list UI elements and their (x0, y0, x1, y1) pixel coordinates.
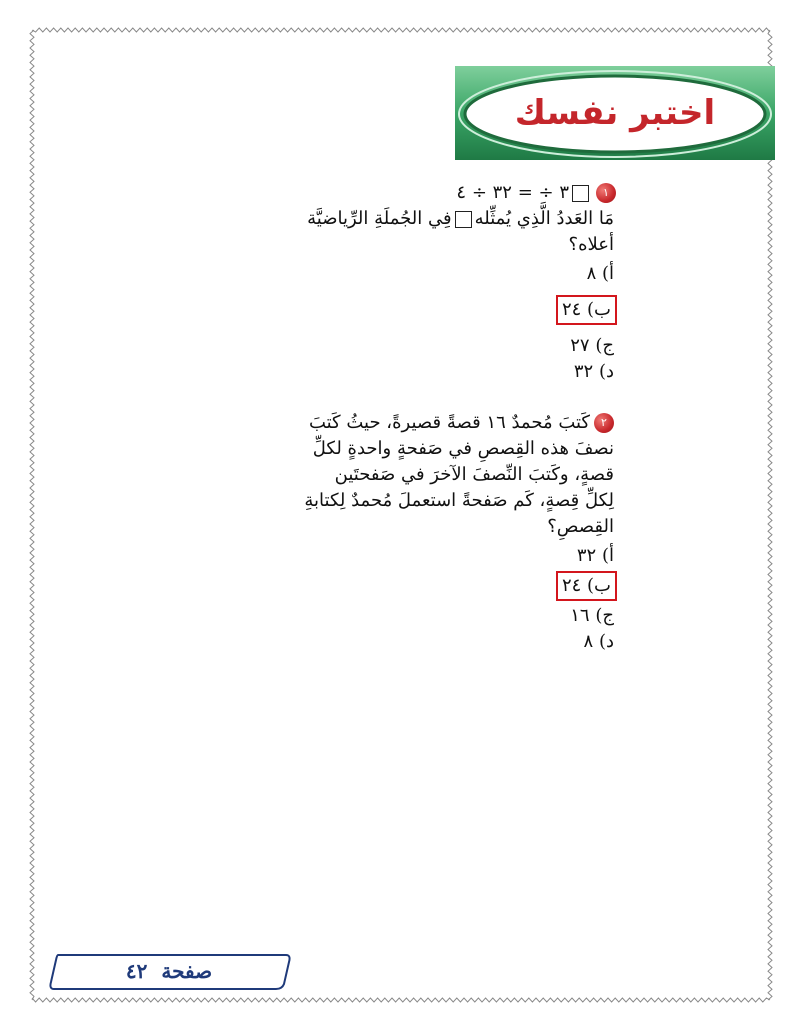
q2-line4: لِكلِّ قِصةٍ، كَم صَفحةً استعملَ مُحمدٌ لِكتابةِ (304, 490, 614, 511)
q2-number-badge: ٢ (594, 413, 614, 433)
option-label: ج) (595, 335, 614, 356)
frame-edge (32, 28, 770, 32)
q1-equation-line (216, 180, 616, 206)
frame-edge (30, 30, 34, 1000)
q2-option-d[interactable] (584, 630, 614, 654)
option-label: أ) (601, 545, 614, 566)
q1-number-badge: ١ (596, 183, 616, 203)
q2-text: كَتبَ مُحمدٌ ١٦ قصةً قصيرةً، حيثُ كَتبَ (308, 412, 590, 433)
q1-text-line2: أعلاه؟ (568, 234, 614, 255)
q1-option-b-selected[interactable] (559, 298, 614, 322)
q1-equation-right: = ٣٢ ÷ ٤ (456, 182, 533, 203)
q1-text-part2: فِي الجُملَةِ الرِّياضيَّة (307, 208, 452, 229)
q2-option-b-selected[interactable] (559, 574, 614, 598)
q1-option-a[interactable] (587, 262, 614, 286)
option-value: ٨ (583, 631, 594, 652)
option-value: ٨ (586, 263, 597, 284)
q1-option-c[interactable] (570, 334, 614, 358)
option-value: ٣٢ (573, 361, 594, 382)
option-label: أ) (601, 263, 614, 284)
option-label: ب) (587, 575, 611, 596)
q1-blank-box (572, 185, 589, 202)
q1-text-part1: مَا العَددُ الَّذِي يُمثِّله (474, 208, 614, 229)
q2-option-c[interactable] (570, 604, 614, 628)
frame-edge (32, 998, 770, 1002)
q2-line3: قصةٍ، وكَتبَ النِّصفَ الآخرَ في صَفحتَين (334, 464, 614, 485)
option-label: ب) (587, 299, 611, 320)
option-label: ج) (595, 605, 614, 626)
q2-line1 (194, 410, 614, 436)
option-value: ٢٤ (561, 575, 582, 596)
q1-option-d[interactable] (574, 360, 614, 384)
q1-text-line1 (194, 206, 614, 232)
option-label: د) (598, 631, 614, 652)
option-value: ٢٤ (561, 299, 582, 320)
footer-page-label (48, 952, 290, 990)
q2-option-a[interactable] (577, 544, 614, 568)
banner-title: اختبر نفسك (514, 93, 716, 133)
q1-equation-left: ٣ ÷ (538, 182, 569, 203)
option-label: د) (598, 361, 614, 382)
footer-page-number: ٤٢ (125, 959, 148, 983)
q1-inline-box (455, 211, 472, 228)
frame-edge (768, 30, 772, 1000)
option-value: ١٦ (570, 605, 590, 626)
option-value: ٢٧ (570, 335, 590, 356)
q2-line5: القِصصِ؟ (547, 516, 614, 537)
option-value: ٣٢ (576, 545, 597, 566)
footer-label: صفحة (161, 959, 213, 983)
q2-line2: نصفَ هذه القِصصِ في صَفحةٍ واحدةٍ لكلِّ (312, 438, 614, 459)
